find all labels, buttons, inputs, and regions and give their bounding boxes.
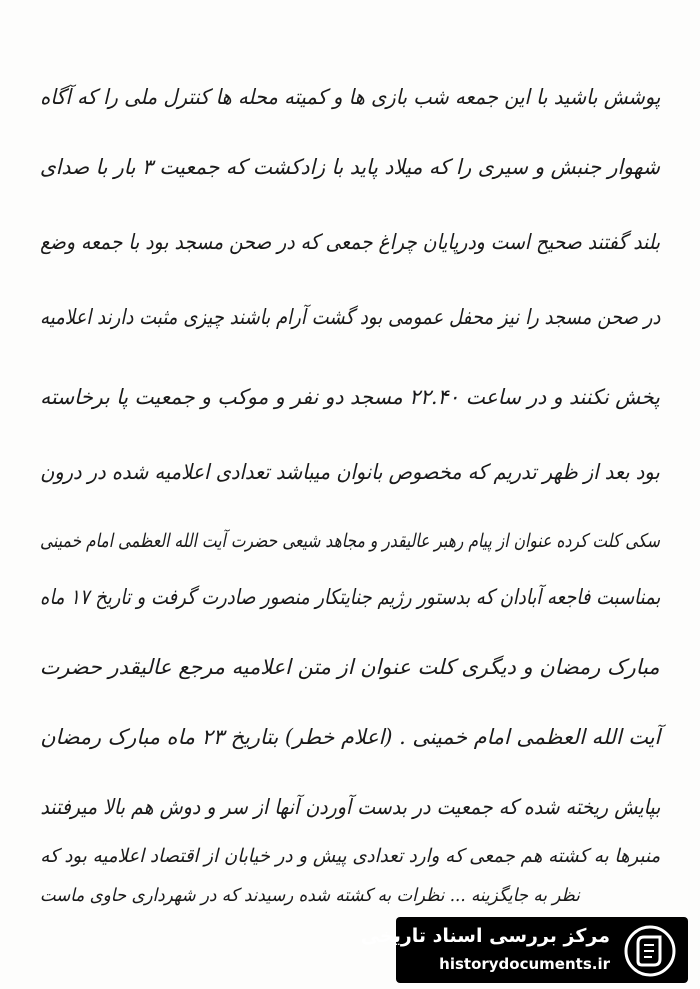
document-line-8: بمناسبت فاجعه آبادان که بدستور رژیم جنایتکار منصور صادرت گرفت و تاریخ ۱۷ ماه: [39, 585, 660, 609]
watermark-url: historydocuments.ir: [439, 955, 610, 973]
document-line-1: پوشش باشید با این جمعه شب بازی ها و کمیته محله ها کنترل ملی را که آگاه: [39, 85, 660, 109]
document-line-6: بود بعد از ظهر تدریم که مخصوص بانوان میباشد تعدادی اعلامیه شده در درون: [40, 460, 660, 484]
watermark-name: مرکز بررسی اسناد تاریخی: [360, 925, 610, 947]
document-line-5: پخش نکنند و در ساعت ۲۲.۴۰ مسجد دو نفر و موکب و جمعیت پا برخاسته: [40, 385, 660, 409]
document-line-10: آیت الله العظمی امام خمینی . (اعلام خطر) بتاریخ ۲۳ ماه مبارک رمضان: [39, 725, 661, 749]
archive-watermark: [360, 917, 688, 983]
document-line-12: منبرها به کشته هم جمعی که وارد تعدادی پیش و در خیابان از اقتصاد اعلامیه بود که: [40, 845, 660, 867]
document-line-13: نظر به جایگزینه ... نظرات به کشته شده رسیدند که در شهرداری حاوی ماست: [39, 885, 580, 906]
document-line-3: بلند گفتند صحیح است ودرپایان چراغ جمعی که در صحن مسجد بود با جمعه وضع: [39, 230, 660, 254]
document-line-9: مبارک رمضان و دیگری کلت عنوان از متن اعلامیه مرجع عالیقدر حضرت: [40, 655, 660, 679]
document-line-11: بپایش ریخته شده که جمعیت در بدست آوردن آنها از سر و دوش هم بالا میرفتند: [39, 795, 660, 819]
document-roll-logo-icon: [624, 925, 676, 977]
document-line-7: سکی کلت کرده عنوان از پیام رهبر عالیقدر و مجاهد شیعی حضرت آیت الله العظمی امام خمینی: [40, 530, 660, 552]
document-line-4: در صحن مسجد را نیز محفل عمومی بود گشت آرام باشند چیزی مثبت دارند اعلامیه: [39, 305, 660, 329]
document-line-2: شهوار جنبش و سیری را که میلاد پاید با زادکشت که جمعیت ۳ بار با صدای: [39, 155, 660, 179]
